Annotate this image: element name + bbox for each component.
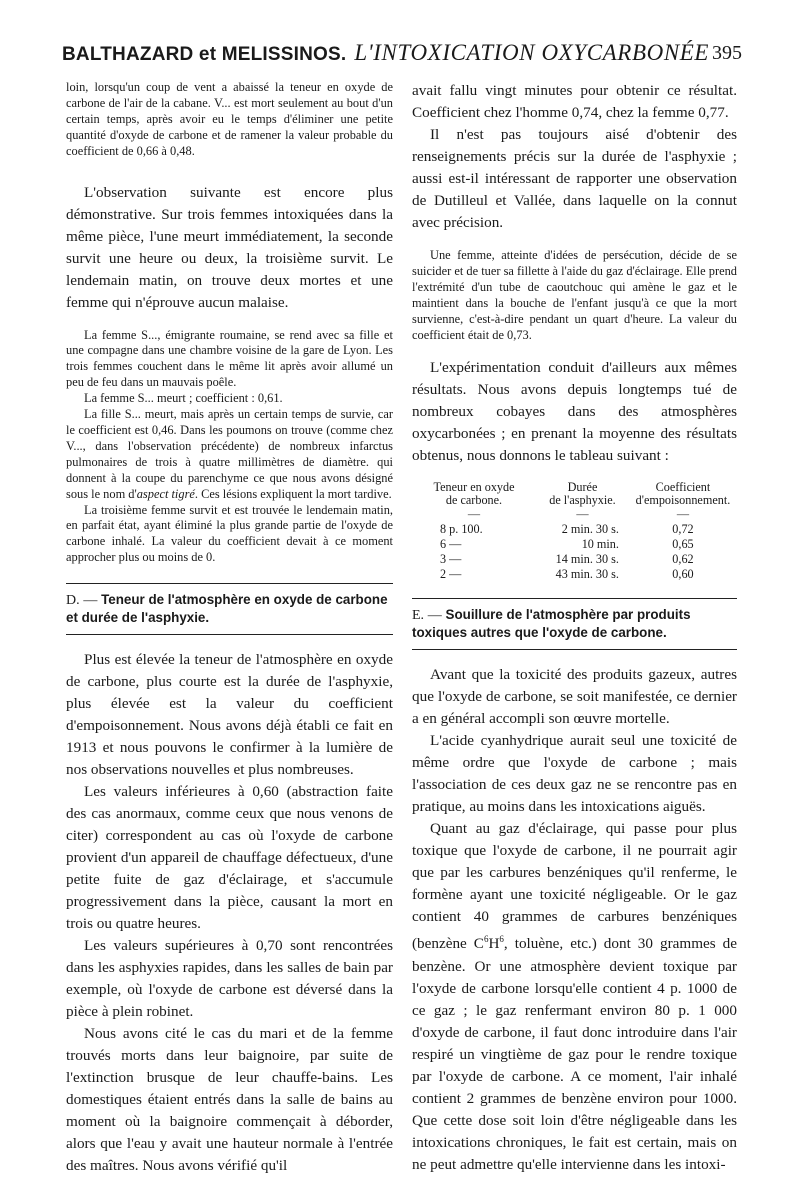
header-coef-line1: Coefficient xyxy=(655,480,711,495)
table-row xyxy=(412,522,737,537)
header-teneur-line2: de carbone. xyxy=(445,493,503,508)
section-d-bottom-rule xyxy=(66,634,393,635)
aspect-tigre-term: aspect tigré xyxy=(136,486,195,501)
header-line xyxy=(62,40,709,66)
table-header-row xyxy=(412,481,737,507)
left-paragraph-d1: Plus est élevée la teneur de l'atmosphère en oxyde de carbone, plus courte est la durée de l'asphyxie, plus élevée est la valeur du coefficient d'empoisonnement. Nous avons déjà établi ce fait en 1913 et nous pouvons le confirmer à la lumière de nos observations nouvelles et plus nombreuses. xyxy=(66,651,393,779)
right-column xyxy=(412,80,737,1176)
right-paragraph-e1: Avant que la toxicité des produits gazeux, autres que l'oxyde de carbone, se soit manifestée, ce dernier a en général accompli son œuvre mortelle. xyxy=(412,666,737,728)
dash-cell: — xyxy=(467,507,481,522)
right-paragraph-experimentation: L'expérimentation conduit d'ailleurs aux mêmes résultats. Nous avons depuis longtemps tué de nombreux cobayes dans des atmosphères oxycarbonées ; en prenant la moyenne des résultats obtenus, nous donnons le tableau suivant : xyxy=(412,359,737,465)
right-paragraph-e2: L'acide cyanhydrique aurait seul une toxicité de même ordre que l'oxyde de carbone ; mais l'association de ces deux gaz ne se rencontre pas en pratique, au moins dans les intoxications aiguës. xyxy=(412,732,737,816)
table-header-duree xyxy=(536,481,629,507)
header-authors: BALTHAZARD et MELISSINOS. xyxy=(62,44,347,65)
formula-superscript-1: 6 xyxy=(483,934,489,945)
left-case-note-3 xyxy=(66,407,393,502)
table-cell-teneur: 6 — xyxy=(440,537,462,552)
left-case-note-4: La troisième femme survit et est trouvée le lendemain matin, en parfait état, ayant éliminé la plus grande partie de l'oxyde de carbone inhalé. La valeur du coefficient devait à ce moment approcher plus ou moins de 0. xyxy=(66,502,393,565)
table-header-coefficient xyxy=(629,481,737,507)
section-e-dash: — xyxy=(427,608,442,624)
table-cell-duree: 14 min. 30 s. xyxy=(555,552,619,567)
section-e-heading xyxy=(412,606,737,641)
header-coef-line2: d'empoisonnement. xyxy=(635,493,731,508)
table-row xyxy=(412,552,737,567)
header-duree-line1: Durée xyxy=(567,480,598,495)
dash-cell: — xyxy=(676,507,690,522)
table-row xyxy=(412,567,737,582)
section-e-top-rule xyxy=(412,598,737,599)
left-paragraph-d4: Nous avons cité le cas du mari et de la femme trouvés morts dans leur baignoire, par suite de l'extinction brusque de leur chauffe-bains. Les domestiques étaient entrés dans la salle de bains au moment où la baignoire commençait à déborder, alors que l'eau y avait une hauteur normale à l'entrée des maîtres. Nous avons vérifié qu'il xyxy=(66,1025,393,1175)
header-duree-line2: de l'asphyxie. xyxy=(549,493,616,508)
table-header-teneur xyxy=(412,481,536,507)
left-case-note-3b: . Ces lésions expliquent la mort tardive. xyxy=(194,486,392,501)
section-e-bottom-rule xyxy=(412,649,737,650)
section-e-letter: E. xyxy=(412,608,425,624)
right-paragraph-e3 xyxy=(412,818,737,1175)
table-row xyxy=(412,537,737,552)
left-case-note-3a: La fille S... meurt, mais après un certain temps de survie, car le coefficient est 0,46. Dans les poumons on trouve (comme chez V..., dans l'observation précédente) de nombreux infarctus pulmonaires de trois à quatre millimètres de diamètre. qui donnent à la coupe du parenchyme ce que nous avons désigné sous le nom d' xyxy=(66,407,393,501)
right-paragraph-e3b: , toluène, etc.) dont 30 grammes de benzène. Or une atmosphère devient toxique par l'oxyde de carbone lorsqu'elle contient 4 p. 1000 de ce gaz ; le gaz renfermant environ 80 p. 1 000 d'oxyde de carbone, il faut donc introduire dans l'air respiré un vingtième de gaz pour le rendre toxique par l'oxyde de carbone. A ce moment, l'air inhalé contient 2 grammes de benzène environ pour 1000. Que cette dose soit loin d'être négligeable dans les intoxications chroniques, le fait est certain, mais on ne peut admettre qu'elle intervienne dans les intoxi- xyxy=(412,935,738,1173)
table-cell-coefficient: 0,60 xyxy=(672,567,694,582)
page-number: 395 xyxy=(712,42,742,64)
left-case-note-1: La femme S..., émigrante roumaine, se rend avec sa fille et une compagne dans une chambre voisine de la gare de Lyon. Les trois femmes couchent dans le même lit après avoir allumé un peu de feu dans un mauvais poêle. xyxy=(66,327,393,390)
table-cell-teneur: 8 p. 100. xyxy=(440,522,483,537)
header-title: L'INTOXICATION OXYCARBONÉE xyxy=(354,40,710,65)
header-teneur-line1: Teneur en oxyde xyxy=(433,480,515,495)
left-case-note-2: La femme S... meurt ; coefficient : 0,61. xyxy=(84,391,283,406)
table-cell-teneur: 3 — xyxy=(440,552,462,567)
running-header xyxy=(62,40,742,80)
right-paragraph-renseignements: Il n'est pas toujours aisé d'obtenir des renseignements précis sur la durée de l'asphyxie ; aussi est-il intéressant de rapporter une observation de Dutilleul et Vallée, dans laquelle on la connut avec précision. xyxy=(412,126,737,231)
coefficient-table xyxy=(412,481,737,582)
table-cell-coefficient: 0,62 xyxy=(672,552,694,567)
section-d-letter: D. xyxy=(66,593,80,609)
left-paragraph-observation: L'observation suivante est encore plus démonstrative. Sur trois femmes intoxiquées dans la même pièce, l'une meurt immédiatement, la seconde survit une heure ou deux, la troisième survit. Le lendemain matin, on trouve deux mortes et une femme qui n'éprouve aucun malaise. xyxy=(66,183,393,311)
table-cell-duree: 10 min. xyxy=(581,537,619,552)
left-paragraph-d3: Les valeurs supérieures à 0,70 sont rencontrées dans les asphyxies rapides, dans les salles de bain par exemple, où l'oxyde de carbone est déversé dans la pièce à plein robinet. xyxy=(66,937,393,1021)
table-cell-teneur: 2 — xyxy=(440,567,462,582)
section-d-title: Teneur de l'atmosphère en oxyde de carbone et durée de l'asphyxie. xyxy=(66,592,388,626)
left-note-continuation: loin, lorsqu'un coup de vent a abaissé la teneur en oxyde de carbone de l'air de la cabane. V... est mort seulement au bout d'un certain temps, après avoir eu le temps d'éliminer une petite quantité d'oxyde de carbone et de ramener la valeur probable du coefficient de 0,66 à 0,48. xyxy=(66,80,393,158)
right-paragraph-e3a: Quant au gaz d'éclairage, qui passe pour plus toxique que l'oxyde de carbone, il ne pourrait agir que par les carbures benzéniques qu'il renferme, le formène ayant une toxicité négligeable. Or le gaz contient 40 grammes de carbures benzéniques (benzène C xyxy=(412,820,737,953)
section-d-heading xyxy=(66,591,393,626)
formula-hydrogen: H xyxy=(488,935,500,953)
section-e-title: Souillure de l'atmosphère par produits toxiques autres que l'oxyde de carbone. xyxy=(412,607,691,641)
formula-superscript-2: 6 xyxy=(499,934,504,945)
section-d-dash: — xyxy=(83,593,98,609)
dash-cell: — xyxy=(576,507,589,522)
table-cell-duree: 43 min. 30 s. xyxy=(555,567,619,582)
left-column xyxy=(66,80,393,1177)
right-paragraph-continuation: avait fallu vingt minutes pour obtenir ce résultat. Coefficient chez l'homme 0,74, chez la femme 0,77. xyxy=(412,82,737,121)
left-paragraph-d2: Les valeurs inférieures à 0,60 (abstraction faite des cas anormaux, comme ceux que nous venons de citer) correspondent au cas où l'oxyde de carbone provient d'un appareil de chauffage défectueux, d'une petite fuite de gaz d'éclairage, et s'accumule progressivement dans la pièce, causant la mort en trois ou quatre heures. xyxy=(66,783,393,933)
table-dash-row xyxy=(412,507,737,522)
table-cell-coefficient: 0,65 xyxy=(672,537,694,552)
table-cell-duree: 2 min. 30 s. xyxy=(561,522,619,537)
table-cell-coefficient: 0,72 xyxy=(672,522,694,537)
right-case-note: Une femme, atteinte d'idées de persécution, décide de se suicider et de tuer sa fillette à l'aide du gaz d'éclairage. Elle prend l'extrémité d'un tube de caoutchouc qui amène le gaz et le maintient dans la bouche de l'enfant jusqu'à ce que la mort survienne, c'est-à-dire pendant un quart d'heure. La valeur du coefficient était de 0,73. xyxy=(412,248,737,342)
section-d-top-rule xyxy=(66,583,393,584)
